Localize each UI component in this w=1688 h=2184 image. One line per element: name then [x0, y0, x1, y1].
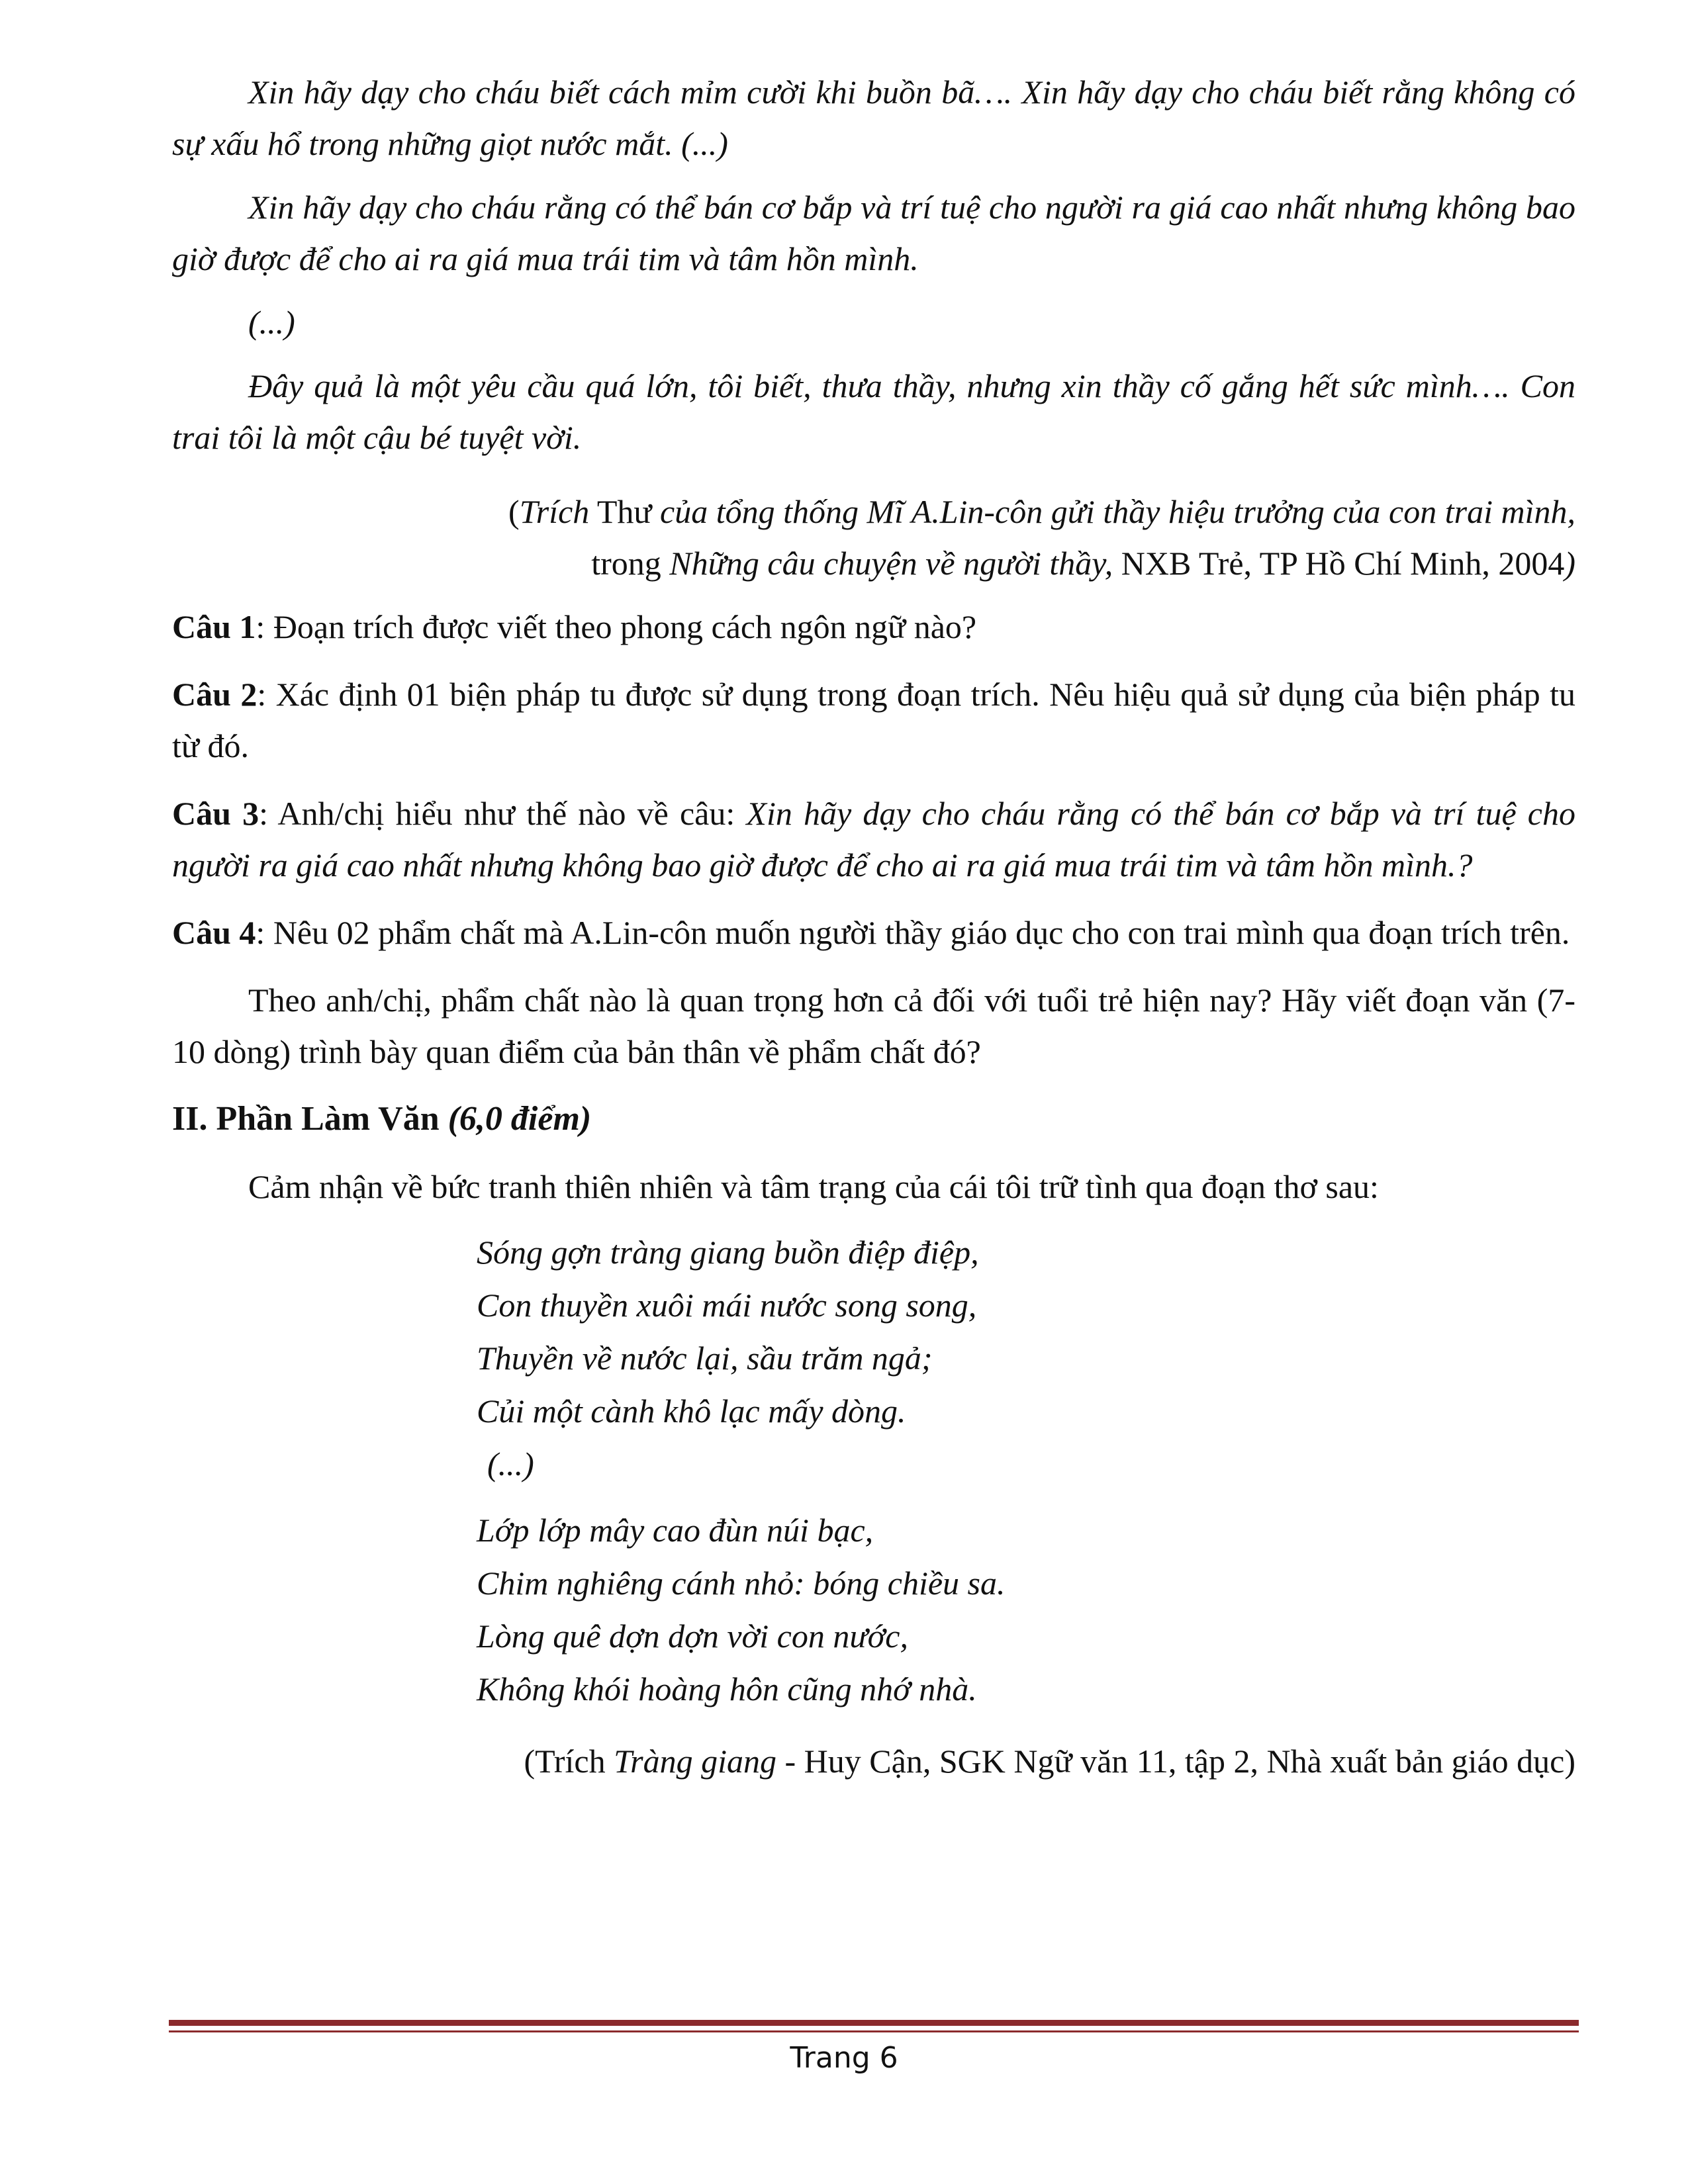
section-2-prompt: Cảm nhận về bức tranh thiên nhiên và tâm trạng của cái tôi trữ tình qua đoạn thơ sau:: [248, 1168, 1379, 1205]
source-close-paren: ): [1564, 545, 1575, 582]
question-1: [172, 601, 1575, 653]
letter-paragraph-1: Xin hãy dạy cho cháu biết cách mỉm cười khi buồn bã…. Xin hãy dạy cho cháu biết rằng không có sự xấu hổ trong những giọt nước mắt. (...): [172, 73, 1575, 162]
source-trich: Trích: [519, 493, 590, 530]
question-4-label: Câu 4: [172, 914, 256, 951]
question-4-text: : Nêu 02 phẩm chất mà A.Lin-côn muốn người thầy giáo dục cho con trai mình qua đoạn trích trên.: [256, 914, 1570, 951]
poem-line: Lòng quê dợn dợn vời con nước,: [477, 1617, 908, 1655]
footer-divider-thin: [169, 2030, 1579, 2032]
source-publisher: NXB Trẻ, TP Hồ Chí Minh, 2004: [1113, 545, 1565, 582]
section-2-points: (6,0 điểm): [447, 1100, 592, 1138]
footer-divider-thick: [169, 2020, 1579, 2026]
page-number: Trang 6: [790, 2041, 898, 2075]
poem-line: Lớp lớp mây cao đùn núi bạc,: [477, 1512, 874, 1549]
poem-line: Con thuyền xuôi mái nước song song,: [477, 1287, 977, 1324]
source-open-paren: (: [508, 493, 520, 530]
letter-paragraph-2: Xin hãy dạy cho cháu rằng có thể bán cơ bắp và trí tuệ cho người ra giá cao nhất nhưng không bao giờ được để cho ai ra giá mua trái tim và tâm hồn mình.: [172, 189, 1575, 277]
question-3: [172, 788, 1575, 891]
poem-source-title: Tràng giang: [614, 1743, 777, 1780]
letter-source: [172, 486, 1575, 589]
question-3-quote: Xin hãy dạy cho cháu rằng có thể bán cơ bắp và trí tuệ cho người ra giá cao nhất nhưng không bao giờ được để cho ai ra giá mua trái tim và tâm hồn mình.?: [172, 795, 1575, 884]
letter-ellipsis: (...): [248, 304, 295, 341]
poem-ellipsis: (...): [487, 1445, 534, 1482]
poem-line: Củi một cành khô lạc mấy dòng.: [477, 1392, 906, 1430]
source-trong: trong: [591, 545, 670, 582]
source-thu: Thư: [589, 493, 661, 530]
question-2-text: : Xác định 01 biện pháp tu được sử dụng trong đoạn trích. Nêu hiệu quả sử dụng của biện pháp tu từ đó.: [172, 676, 1575, 764]
poem-line: Chim nghiêng cánh nhỏ: bóng chiều sa.: [477, 1565, 1006, 1602]
document-page: [172, 66, 1575, 1787]
poem-line: Sóng gợn tràng giang buồn điệp điệp,: [477, 1234, 979, 1271]
poem-source: [172, 1735, 1575, 1787]
poem-source-before: (Trích: [524, 1743, 614, 1780]
question-2: [172, 668, 1575, 772]
poem-line: Không khói hoàng hôn cũng nhớ nhà.: [477, 1670, 977, 1707]
question-1-label: Câu 1: [172, 608, 256, 645]
poem: [477, 1226, 1575, 1715]
question-4: [172, 907, 1575, 958]
source-book: Những câu chuyện về người thầy,: [669, 545, 1113, 582]
question-3-text: : Anh/chị hiểu như thế nào về câu:: [259, 795, 747, 832]
section-2-title: II. Phần Làm Văn: [172, 1100, 448, 1138]
poem-line: Thuyền về nước lại, sầu trăm ngả;: [477, 1340, 933, 1377]
question-4-followup: Theo anh/chị, phẩm chất nào là quan trọng hơn cả đối với tuổi trẻ hiện nay? Hãy viết đoạn văn (7-10 dòng) trình bày quan điểm của bản thân về phẩm chất đó?: [172, 981, 1575, 1070]
question-2-label: Câu 2: [172, 676, 258, 713]
section-2-heading: [172, 1093, 1575, 1145]
source-title-rest: của tổng thống Mĩ A.Lin-côn gửi thầy hiệu trưởng của con trai mình,: [660, 493, 1575, 530]
question-3-label: Câu 3: [172, 795, 259, 832]
poem-source-after: - Huy Cận, SGK Ngữ văn 11, tập 2, Nhà xuất bản giáo dục): [776, 1743, 1575, 1780]
letter-paragraph-4: Đây quả là một yêu cầu quá lớn, tôi biết, thưa thầy, nhưng xin thầy cố gắng hết sức mình…. Con trai tôi là một cậu bé tuyệt vời.: [172, 367, 1575, 456]
question-1-text: : Đoạn trích được viết theo phong cách ngôn ngữ nào?: [256, 608, 977, 645]
